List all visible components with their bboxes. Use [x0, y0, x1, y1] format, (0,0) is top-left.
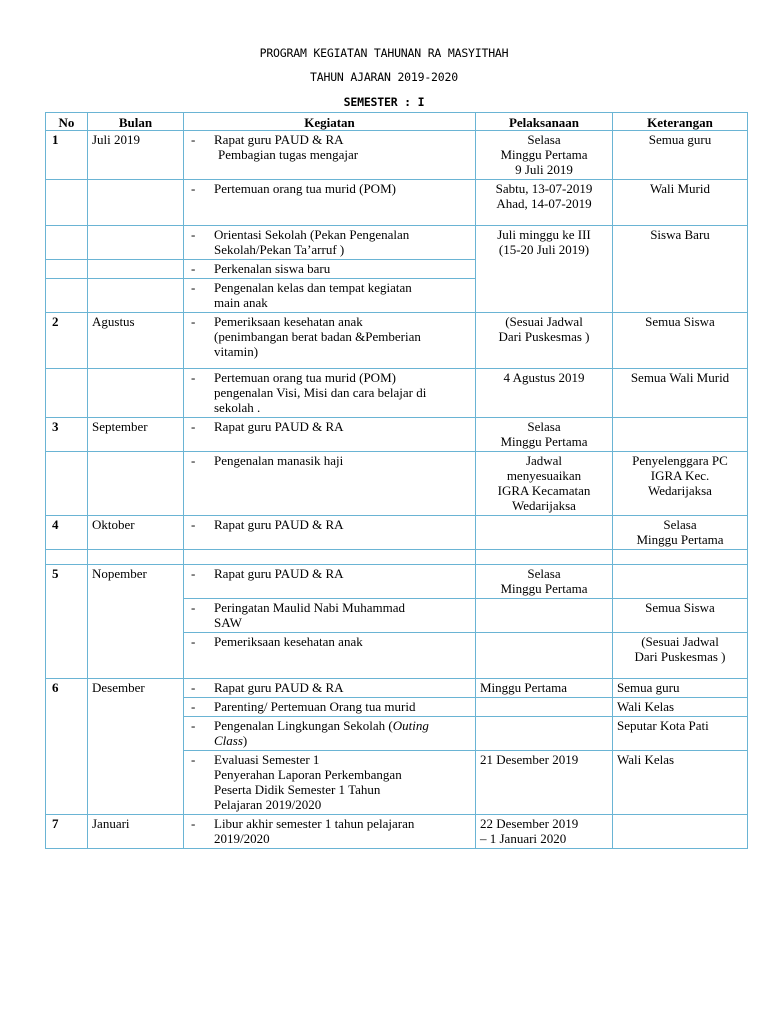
list-dash: -	[191, 227, 196, 242]
activity-line: Pertemuan orang tua murid (POM)	[214, 181, 396, 196]
activity-line: Rapat guru PAUD & RA	[214, 419, 344, 434]
activity-line: Pengenalan kelas dan tempat kegiatan	[214, 280, 412, 295]
col-header-kegiatan: Kegiatan	[184, 113, 476, 131]
activity-line: Peringatan Maulid Nabi Muhammad	[214, 600, 405, 615]
month-cell: September	[88, 418, 184, 452]
activity-cell	[184, 565, 476, 599]
schedule-cell: Minggu Pertama	[476, 679, 613, 698]
remark-cell: Semua Siswa	[613, 599, 748, 633]
row-number: 2	[46, 313, 88, 369]
month-cell: Desember	[88, 679, 184, 815]
activity-line: vitamin)	[214, 344, 259, 359]
remark-cell: Semua guru	[613, 679, 748, 698]
activity-line: main anak	[214, 295, 268, 310]
empty-cell	[613, 550, 748, 565]
table-row	[46, 369, 748, 418]
activity-line: SAW	[214, 615, 242, 630]
remark-line: Dari Puskesmas )	[634, 649, 726, 664]
remark-line: Wedarijaksa	[648, 483, 712, 498]
schedule-line: Sabtu, 13-07-2019	[495, 181, 593, 196]
row-number: 6	[46, 679, 88, 815]
col-header-pelaksanaan: Pelaksanaan	[476, 113, 613, 131]
table-row	[46, 418, 748, 452]
activity-line	[214, 733, 471, 748]
schedule-line: Jadwal	[525, 453, 563, 468]
month-cell: Agustus	[88, 313, 184, 369]
remark-line: (Sesuai Jadwal	[641, 634, 719, 649]
schedule-line: Selasa	[527, 419, 561, 434]
remark-cell: Wali Kelas	[613, 698, 748, 717]
list-dash: -	[191, 132, 196, 147]
schedule-cell	[476, 516, 613, 550]
activity-cell	[184, 418, 476, 452]
schedule-line: Minggu Pertama	[500, 434, 588, 449]
activity-text: Pengenalan Lingkungan Sekolah (	[214, 718, 393, 733]
program-table	[45, 112, 748, 849]
schedule-cell	[476, 180, 613, 226]
activity-cell	[184, 599, 476, 633]
activity-line: Pemeriksaan kesehatan anak	[214, 634, 363, 649]
academic-year: TAHUN AJARAN 2019-2020	[310, 70, 458, 84]
schedule-line: 22 Desember 2019	[480, 816, 579, 831]
table-row	[46, 679, 748, 698]
schedule-line: IGRA Kecamatan	[497, 483, 591, 498]
table-row	[46, 452, 748, 516]
activity-cell	[184, 279, 476, 313]
list-dash: -	[191, 181, 196, 196]
table-row-empty	[46, 550, 748, 565]
activity-line: Sekolah/Pekan Ta’arruf )	[214, 242, 345, 257]
activity-text-italic: Class	[214, 733, 243, 748]
schedule-cell	[476, 131, 613, 180]
activity-line: Perkenalan siswa baru	[214, 261, 331, 276]
col-header-no: No	[46, 113, 88, 131]
table-row	[46, 565, 748, 599]
remark-line: Minggu Pertama	[636, 532, 724, 547]
month-cell	[88, 452, 184, 516]
schedule-line: (Sesuai Jadwal	[505, 314, 583, 329]
month-cell: Juli 2019	[88, 131, 184, 180]
list-dash: -	[191, 718, 196, 733]
activity-line: Pertemuan orang tua murid (POM)	[214, 370, 396, 385]
activity-cell	[184, 516, 476, 550]
remark-cell	[613, 633, 748, 679]
schedule-cell	[476, 815, 613, 849]
schedule-line: Juli minggu ke III	[497, 227, 591, 242]
activity-cell	[184, 131, 476, 180]
schedule-line: Wedarijaksa	[512, 498, 576, 513]
month-cell	[88, 260, 184, 279]
activity-line: sekolah .	[214, 400, 261, 415]
activity-line: Rapat guru PAUD & RA	[214, 517, 344, 532]
month-cell	[88, 226, 184, 260]
row-number	[46, 279, 88, 313]
empty-cell	[88, 550, 184, 565]
list-dash: -	[191, 634, 196, 649]
row-number	[46, 226, 88, 260]
activity-cell	[184, 452, 476, 516]
remark-cell: Semua Wali Murid	[613, 369, 748, 418]
remark-line: IGRA Kec.	[650, 468, 710, 483]
activity-line: Pembagian tugas mengajar	[218, 147, 359, 162]
schedule-cell: 4 Agustus 2019	[476, 369, 613, 418]
activity-cell	[184, 698, 476, 717]
remark-cell	[613, 418, 748, 452]
row-number	[46, 452, 88, 516]
schedule-line: – 1 Januari 2020	[480, 831, 567, 846]
list-dash: -	[191, 314, 196, 329]
schedule-cell	[476, 633, 613, 679]
empty-cell	[476, 550, 613, 565]
empty-cell	[46, 550, 88, 565]
month-cell: Nopember	[88, 565, 184, 679]
row-number	[46, 369, 88, 418]
month-cell: Januari	[88, 815, 184, 849]
activity-cell	[184, 751, 476, 815]
remark-cell	[613, 565, 748, 599]
activity-line: Evaluasi Semester 1	[214, 752, 320, 767]
list-dash: -	[191, 261, 196, 276]
table-row	[46, 516, 748, 550]
activity-cell	[184, 679, 476, 698]
row-number	[46, 180, 88, 226]
row-number	[46, 260, 88, 279]
activity-line: Rapat guru PAUD & RA	[214, 566, 344, 581]
remark-cell	[613, 516, 748, 550]
activity-cell	[184, 226, 476, 260]
list-dash: -	[191, 453, 196, 468]
schedule-cell	[476, 313, 613, 369]
activity-cell	[184, 180, 476, 226]
activity-cell	[184, 633, 476, 679]
remark-line: Selasa	[663, 517, 697, 532]
activity-line: Peserta Didik Semester 1 Tahun	[214, 782, 381, 797]
program-title: PROGRAM KEGIATAN TAHUNAN RA MASYITHAH	[259, 46, 509, 60]
activity-cell	[184, 260, 476, 279]
activity-text-italic: Outing	[392, 718, 429, 733]
schedule-line: Selasa	[527, 566, 561, 581]
schedule-cell	[476, 565, 613, 599]
table-row	[46, 313, 748, 369]
activity-line: Pemeriksaan kesehatan anak	[214, 314, 363, 329]
schedule-line: 9 Juli 2019	[515, 162, 573, 177]
remark-cell	[613, 452, 748, 516]
list-dash: -	[191, 566, 196, 581]
activity-line: Libur akhir semester 1 tahun pelajaran	[214, 816, 415, 831]
activity-line: Rapat guru PAUD & RA	[214, 132, 344, 147]
row-number: 5	[46, 565, 88, 679]
remark-cell: Wali Murid	[613, 180, 748, 226]
row-number: 1	[46, 131, 88, 180]
remark-cell: Semua Siswa	[613, 313, 748, 369]
list-dash: -	[191, 699, 196, 714]
month-cell	[88, 279, 184, 313]
schedule-line: Ahad, 14-07-2019	[496, 196, 592, 211]
activity-cell	[184, 717, 476, 751]
remark-cell: Siswa Baru	[613, 226, 748, 313]
activity-cell	[184, 313, 476, 369]
row-number: 7	[46, 815, 88, 849]
activity-line: Orientasi Sekolah (Pekan Pengenalan	[214, 227, 410, 242]
activity-cell	[184, 815, 476, 849]
activity-line: Parenting/ Pertemuan Orang tua murid	[214, 699, 416, 714]
schedule-cell: 21 Desember 2019	[476, 751, 613, 815]
schedule-cell	[476, 418, 613, 452]
empty-cell	[184, 550, 476, 565]
month-cell: Oktober	[88, 516, 184, 550]
col-header-bulan: Bulan	[88, 113, 184, 131]
table-row	[46, 131, 748, 180]
table-row	[46, 815, 748, 849]
schedule-line: Dari Puskesmas )	[498, 329, 590, 344]
activity-line: 2019/2020	[214, 831, 270, 846]
list-dash: -	[191, 280, 196, 295]
activity-line: (penimbangan berat badan &Pemberian	[214, 329, 421, 344]
schedule-line: Minggu Pertama	[500, 147, 588, 162]
semester-label: SEMESTER : I	[343, 95, 425, 109]
list-dash: -	[191, 752, 196, 767]
list-dash: -	[191, 816, 196, 831]
activity-line: pengenalan Visi, Misi dan cara belajar di	[214, 385, 427, 400]
activity-cell	[184, 369, 476, 418]
month-cell	[88, 369, 184, 418]
schedule-cell	[476, 452, 613, 516]
row-number: 4	[46, 516, 88, 550]
schedule-cell	[476, 599, 613, 633]
schedule-line: Selasa	[527, 132, 561, 147]
table-row	[46, 180, 748, 226]
col-header-keterangan: Keterangan	[613, 113, 748, 131]
table-row	[46, 226, 748, 260]
schedule-cell	[476, 717, 613, 751]
activity-line	[214, 718, 471, 733]
list-dash: -	[191, 517, 196, 532]
list-dash: -	[191, 419, 196, 434]
activity-text: )	[242, 733, 248, 748]
activity-line: Rapat guru PAUD & RA	[214, 680, 344, 695]
remark-cell: Seputar Kota Pati	[613, 717, 748, 751]
month-cell	[88, 180, 184, 226]
activity-line: Penyerahan Laporan Perkembangan	[214, 767, 402, 782]
list-dash: -	[191, 680, 196, 695]
remark-line: Penyelenggara PC	[632, 453, 728, 468]
schedule-line: menyesuaikan	[506, 468, 582, 483]
list-dash: -	[191, 370, 196, 385]
table-header-row	[46, 113, 748, 131]
schedule-line: Minggu Pertama	[500, 581, 588, 596]
schedule-cell	[476, 698, 613, 717]
row-number: 3	[46, 418, 88, 452]
remark-cell: Wali Kelas	[613, 751, 748, 815]
remark-cell	[613, 815, 748, 849]
list-dash: -	[191, 600, 196, 615]
activity-line: Pelajaran 2019/2020	[214, 797, 322, 812]
activity-line: Pengenalan manasik haji	[214, 453, 344, 468]
schedule-line: (15-20 Juli 2019)	[498, 242, 590, 257]
schedule-cell	[476, 226, 613, 313]
remark-cell: Semua guru	[613, 131, 748, 180]
